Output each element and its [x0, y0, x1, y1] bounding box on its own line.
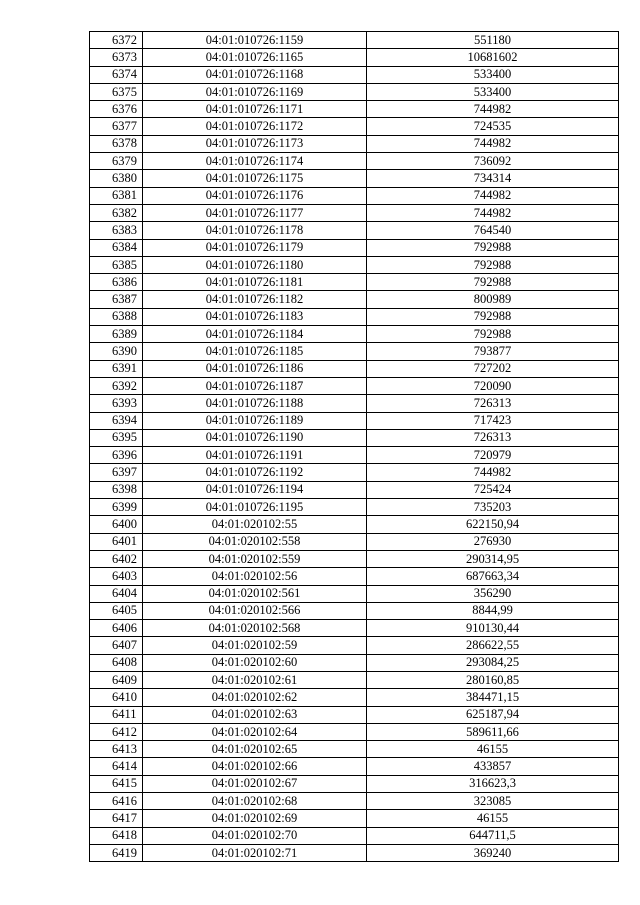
table-row: [90, 706, 619, 723]
row-number-cell: 6410: [90, 689, 143, 706]
cadastral-number-cell: 04:01:010726:1181: [143, 274, 367, 291]
cadastral-value-cell: 384471,15: [367, 689, 619, 706]
table-row: [90, 793, 619, 810]
table-row: [90, 101, 619, 118]
cadastral-number-cell: 04:01:020102:60: [143, 654, 367, 671]
cadastral-number-cell: 04:01:020102:62: [143, 689, 367, 706]
row-number-cell: 6415: [90, 775, 143, 792]
row-number-cell: 6408: [90, 654, 143, 671]
row-number-cell: 6387: [90, 291, 143, 308]
table-row: [90, 671, 619, 688]
row-number-cell: 6374: [90, 66, 143, 83]
cadastral-number-cell: 04:01:010726:1180: [143, 256, 367, 273]
row-number-cell: 6376: [90, 101, 143, 118]
cadastral-number-cell: 04:01:010726:1192: [143, 464, 367, 481]
table-row: [90, 447, 619, 464]
cadastral-value-cell: 551180: [367, 32, 619, 49]
cadastral-value-cell: 792988: [367, 256, 619, 273]
table-row: [90, 308, 619, 325]
row-number-cell: 6383: [90, 222, 143, 239]
cadastral-number-cell: 04:01:010726:1174: [143, 153, 367, 170]
cadastral-value-cell: 276930: [367, 533, 619, 550]
table-row: [90, 395, 619, 412]
cadastral-value-cell: 280160,85: [367, 671, 619, 688]
cadastral-number-cell: 04:01:020102:63: [143, 706, 367, 723]
cadastral-number-cell: 04:01:010726:1186: [143, 360, 367, 377]
cadastral-value-cell: 726313: [367, 395, 619, 412]
table-row: [90, 343, 619, 360]
cadastral-number-cell: 04:01:010726:1187: [143, 377, 367, 394]
row-number-cell: 6400: [90, 516, 143, 533]
cadastral-number-cell: 04:01:020102:61: [143, 671, 367, 688]
cadastral-number-cell: 04:01:010726:1171: [143, 101, 367, 118]
cadastral-value-cell: 622150,94: [367, 516, 619, 533]
row-number-cell: 6381: [90, 187, 143, 204]
table-row: [90, 135, 619, 152]
cadastral-value-cell: 10681602: [367, 49, 619, 66]
cadastral-value-cell: 724535: [367, 118, 619, 135]
cadastral-value-cell: 533400: [367, 83, 619, 100]
table-row: [90, 637, 619, 654]
cadastral-number-cell: 04:01:010726:1188: [143, 395, 367, 412]
cadastral-number-cell: 04:01:010726:1168: [143, 66, 367, 83]
cadastral-number-cell: 04:01:020102:558: [143, 533, 367, 550]
row-number-cell: 6373: [90, 49, 143, 66]
cadastral-value-table: [89, 31, 619, 862]
table-row: [90, 377, 619, 394]
cadastral-value-cell: 792988: [367, 274, 619, 291]
cadastral-value-cell: 725424: [367, 481, 619, 498]
table-row: [90, 204, 619, 221]
table-row: [90, 464, 619, 481]
cadastral-value-cell: 744982: [367, 101, 619, 118]
cadastral-number-cell: 04:01:010726:1191: [143, 447, 367, 464]
cadastral-value-cell: 46155: [367, 810, 619, 827]
cadastral-value-cell: 290314,95: [367, 550, 619, 567]
row-number-cell: 6388: [90, 308, 143, 325]
row-number-cell: 6384: [90, 239, 143, 256]
table-row: [90, 49, 619, 66]
cadastral-value-cell: 356290: [367, 585, 619, 602]
row-number-cell: 6404: [90, 585, 143, 602]
cadastral-number-cell: 04:01:010726:1159: [143, 32, 367, 49]
row-number-cell: 6399: [90, 499, 143, 516]
row-number-cell: 6396: [90, 447, 143, 464]
cadastral-number-cell: 04:01:010726:1173: [143, 135, 367, 152]
cadastral-number-cell: 04:01:010726:1172: [143, 118, 367, 135]
cadastral-value-cell: 726313: [367, 429, 619, 446]
cadastral-value-cell: 744982: [367, 204, 619, 221]
table-row: [90, 412, 619, 429]
cadastral-number-cell: 04:01:020102:71: [143, 844, 367, 861]
cadastral-value-cell: 687663,34: [367, 568, 619, 585]
table-row: [90, 689, 619, 706]
cadastral-number-cell: 04:01:020102:69: [143, 810, 367, 827]
row-number-cell: 6389: [90, 326, 143, 343]
row-number-cell: 6385: [90, 256, 143, 273]
row-number-cell: 6398: [90, 481, 143, 498]
row-number-cell: 6390: [90, 343, 143, 360]
cadastral-value-cell: 316623,3: [367, 775, 619, 792]
table-row: [90, 741, 619, 758]
row-number-cell: 6402: [90, 550, 143, 567]
cadastral-value-cell: 744982: [367, 464, 619, 481]
cadastral-value-cell: 720979: [367, 447, 619, 464]
cadastral-number-cell: 04:01:010726:1185: [143, 343, 367, 360]
row-number-cell: 6377: [90, 118, 143, 135]
cadastral-number-cell: 04:01:020102:64: [143, 723, 367, 740]
cadastral-value-cell: 744982: [367, 187, 619, 204]
cadastral-number-cell: 04:01:010726:1165: [143, 49, 367, 66]
table-row: [90, 585, 619, 602]
table-row: [90, 810, 619, 827]
table-row: [90, 568, 619, 585]
row-number-cell: 6397: [90, 464, 143, 481]
cadastral-value-cell: 286622,55: [367, 637, 619, 654]
table-row: [90, 516, 619, 533]
cadastral-number-cell: 04:01:010726:1169: [143, 83, 367, 100]
row-number-cell: 6419: [90, 844, 143, 861]
cadastral-value-cell: 764540: [367, 222, 619, 239]
table-row: [90, 326, 619, 343]
cadastral-value-cell: 433857: [367, 758, 619, 775]
cadastral-number-cell: 04:01:010726:1190: [143, 429, 367, 446]
row-number-cell: 6394: [90, 412, 143, 429]
table-row: [90, 66, 619, 83]
row-number-cell: 6406: [90, 620, 143, 637]
row-number-cell: 6382: [90, 204, 143, 221]
cadastral-number-cell: 04:01:010726:1179: [143, 239, 367, 256]
row-number-cell: 6395: [90, 429, 143, 446]
cadastral-number-cell: 04:01:020102:66: [143, 758, 367, 775]
table-row: [90, 844, 619, 861]
cadastral-number-cell: 04:01:020102:68: [143, 793, 367, 810]
row-number-cell: 6417: [90, 810, 143, 827]
cadastral-number-cell: 04:01:020102:56: [143, 568, 367, 585]
cadastral-value-cell: 533400: [367, 66, 619, 83]
row-number-cell: 6375: [90, 83, 143, 100]
row-number-cell: 6392: [90, 377, 143, 394]
row-number-cell: 6380: [90, 170, 143, 187]
table-row: [90, 360, 619, 377]
table-row: [90, 429, 619, 446]
table-row: [90, 827, 619, 844]
cadastral-number-cell: 04:01:010726:1177: [143, 204, 367, 221]
cadastral-value-cell: 800989: [367, 291, 619, 308]
cadastral-number-cell: 04:01:020102:67: [143, 775, 367, 792]
table-row: [90, 274, 619, 291]
table-row: [90, 239, 619, 256]
table-row: [90, 222, 619, 239]
table-row: [90, 170, 619, 187]
row-number-cell: 6409: [90, 671, 143, 688]
table-row: [90, 654, 619, 671]
table-body: [90, 32, 619, 862]
row-number-cell: 6416: [90, 793, 143, 810]
cadastral-number-cell: 04:01:010726:1182: [143, 291, 367, 308]
cadastral-value-cell: 744982: [367, 135, 619, 152]
cadastral-value-cell: 792988: [367, 326, 619, 343]
cadastral-number-cell: 04:01:020102:559: [143, 550, 367, 567]
cadastral-number-cell: 04:01:020102:566: [143, 602, 367, 619]
table-row: [90, 291, 619, 308]
cadastral-value-cell: 293084,25: [367, 654, 619, 671]
row-number-cell: 6407: [90, 637, 143, 654]
table-row: [90, 153, 619, 170]
row-number-cell: 6411: [90, 706, 143, 723]
row-number-cell: 6405: [90, 602, 143, 619]
table-row: [90, 83, 619, 100]
cadastral-number-cell: 04:01:010726:1194: [143, 481, 367, 498]
row-number-cell: 6379: [90, 153, 143, 170]
table-row: [90, 550, 619, 567]
row-number-cell: 6414: [90, 758, 143, 775]
table-row: [90, 256, 619, 273]
cadastral-number-cell: 04:01:010726:1183: [143, 308, 367, 325]
cadastral-value-cell: 8844,99: [367, 602, 619, 619]
cadastral-value-cell: 644711,5: [367, 827, 619, 844]
cadastral-value-cell: 910130,44: [367, 620, 619, 637]
row-number-cell: 6393: [90, 395, 143, 412]
cadastral-number-cell: 04:01:010726:1184: [143, 326, 367, 343]
cadastral-value-cell: 735203: [367, 499, 619, 516]
cadastral-number-cell: 04:01:020102:568: [143, 620, 367, 637]
cadastral-number-cell: 04:01:010726:1195: [143, 499, 367, 516]
row-number-cell: 6378: [90, 135, 143, 152]
row-number-cell: 6418: [90, 827, 143, 844]
cadastral-value-cell: 727202: [367, 360, 619, 377]
table-row: [90, 499, 619, 516]
row-number-cell: 6413: [90, 741, 143, 758]
row-number-cell: 6372: [90, 32, 143, 49]
table-row: [90, 602, 619, 619]
table-row: [90, 118, 619, 135]
table-row: [90, 775, 619, 792]
cadastral-number-cell: 04:01:020102:59: [143, 637, 367, 654]
cadastral-value-cell: 46155: [367, 741, 619, 758]
cadastral-value-cell: 717423: [367, 412, 619, 429]
row-number-cell: 6391: [90, 360, 143, 377]
cadastral-value-cell: 720090: [367, 377, 619, 394]
cadastral-value-cell: 369240: [367, 844, 619, 861]
cadastral-number-cell: 04:01:010726:1178: [143, 222, 367, 239]
row-number-cell: 6403: [90, 568, 143, 585]
table-row: [90, 481, 619, 498]
table-row: [90, 533, 619, 550]
cadastral-number-cell: 04:01:020102:70: [143, 827, 367, 844]
cadastral-number-cell: 04:01:020102:65: [143, 741, 367, 758]
cadastral-value-cell: 792988: [367, 308, 619, 325]
row-number-cell: 6386: [90, 274, 143, 291]
cadastral-value-cell: 625187,94: [367, 706, 619, 723]
row-number-cell: 6412: [90, 723, 143, 740]
cadastral-value-cell: 734314: [367, 170, 619, 187]
cadastral-number-cell: 04:01:010726:1189: [143, 412, 367, 429]
table-row: [90, 620, 619, 637]
cadastral-number-cell: 04:01:010726:1175: [143, 170, 367, 187]
cadastral-value-cell: 792988: [367, 239, 619, 256]
table-row: [90, 32, 619, 49]
row-number-cell: 6401: [90, 533, 143, 550]
cadastral-number-cell: 04:01:020102:561: [143, 585, 367, 602]
cadastral-number-cell: 04:01:010726:1176: [143, 187, 367, 204]
table-row: [90, 758, 619, 775]
cadastral-value-cell: 793877: [367, 343, 619, 360]
cadastral-value-cell: 589611,66: [367, 723, 619, 740]
cadastral-value-cell: 736092: [367, 153, 619, 170]
table-row: [90, 723, 619, 740]
cadastral-value-cell: 323085: [367, 793, 619, 810]
cadastral-number-cell: 04:01:020102:55: [143, 516, 367, 533]
table-row: [90, 187, 619, 204]
